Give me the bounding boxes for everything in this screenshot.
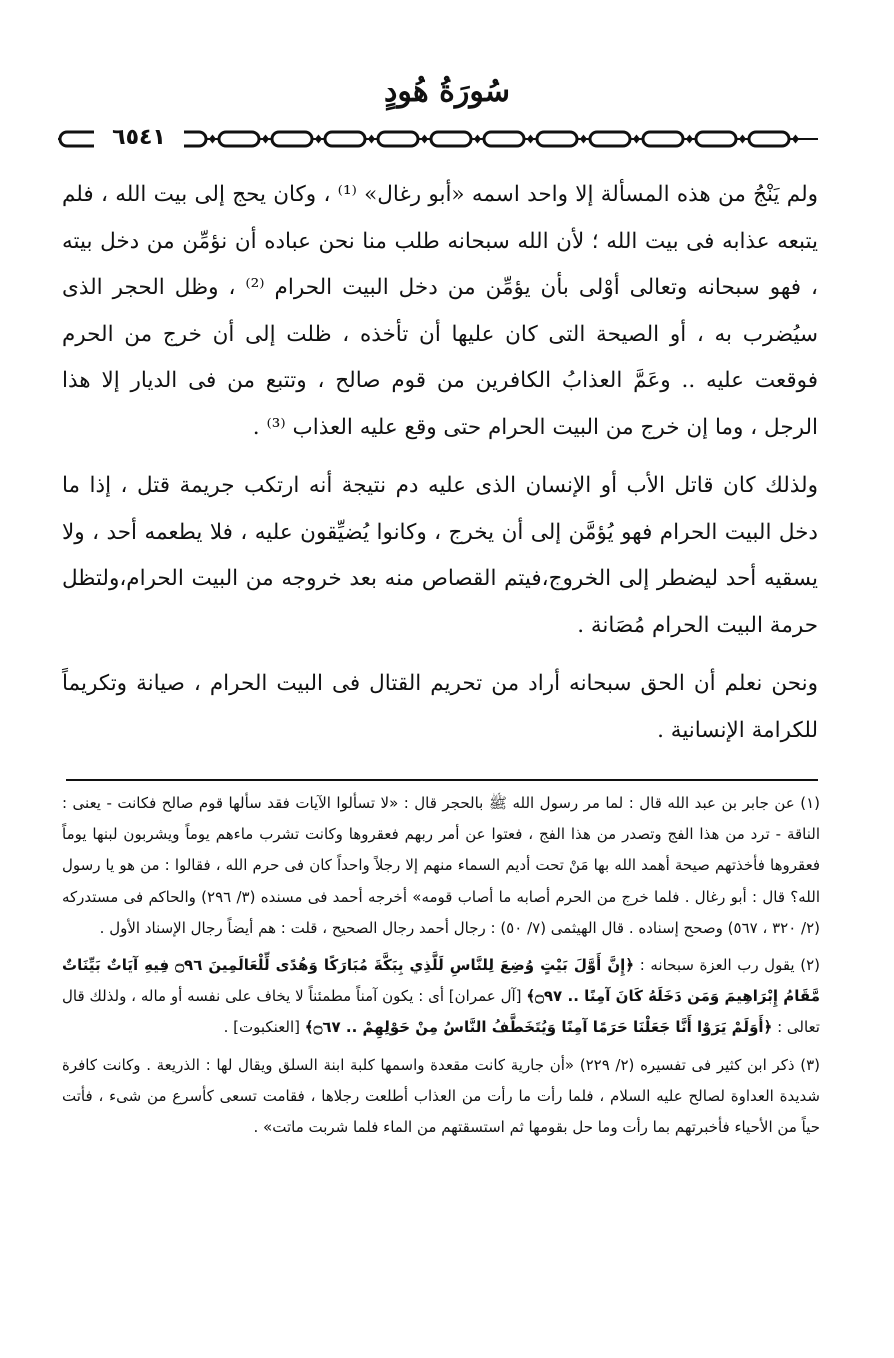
- chain-diamond: [421, 135, 428, 144]
- paragraph: ولم يَنْجُ من هذه المسألة إلا واحد اسمه «أبو رغال» ⁽¹⁾ ، وكان يحج إلى بيت الله ، فلم يتبعه عذابه فى بيت الله ؛ لأن الله سبحانه طلب منا نحن عباده أن نؤمِّن من دخل بيته ، فهو سبحانه وتعالى أوْلى بأن يؤمِّن من دخل البيت الحرام ⁽²⁾ ، وظل الحجر الذى سيُضرب به ، أو الصيحة التى كان عليها أن تأخذه ، ظلت إلى أن خرج من الحرم فوقعت عليه .. وعَمَّ العذابُ الكافرين من قوم صالح ، وتتبع من فى الديار إلا هذا الرجل ، وما إن خرج من البيت الحرام حتى وقع عليه العذاب ⁽³⁾ .: [62, 182, 818, 440]
- footnote-text: يقول رب العزة سبحانه :: [639, 956, 795, 975]
- footnote-1: [62, 788, 820, 944]
- chain-link: [325, 132, 365, 146]
- chain-link: [643, 132, 683, 146]
- chain-link: [431, 132, 471, 146]
- quran-verse: ﴿إِنَّ أَوَّلَ بَيْتٍ وُضِعَ لِلنَّاسِ لَلَّذِي بِبَكَّةَ مُبَارَكًا وَهُدًى لِّلْعَالَمِينَ ۝٩٦ فِيهِ آيَاتٌ بَيِّنَاتٌ مَّقَامُ إِبْرَاهِيمَ وَمَن دَخَلَهُ كَانَ آمِنًا .. ۝٩٧﴾: [62, 956, 820, 1006]
- chain-link: [272, 132, 312, 146]
- chain-diamond: [209, 135, 216, 144]
- footnote-number: (١): [800, 794, 820, 812]
- chain-diamond: [686, 135, 693, 144]
- footnote-number: (٣): [800, 1055, 820, 1074]
- chain-link: [590, 132, 630, 146]
- paragraph: ولذلك كان قاتل الأب أو الإنسان الذى عليه دم نتيجة أنه ارتكب جريمة قتل ، إذا ما دخل البيت الحرام فهو يُؤمَّن إلى أن يخرج ، وكانوا يُضيِّقون عليه ، فلا يطعمه أحد ، ولا يسقيه أحد ليضطر إلى الخروج،فيتم القصاص منه بعد خروجه من البيت الحرام،ولتظل حرمة البيت الحرام مُصَانة .: [62, 473, 818, 638]
- footnote-separator: [66, 779, 818, 781]
- chain-link: [696, 132, 736, 146]
- chain-diamond: [580, 135, 587, 144]
- chain-link: [378, 132, 418, 146]
- footnote-number: (٢): [800, 956, 820, 975]
- footnote-text: ذكر ابن كثير فى تفسيره (٢/ ٢٢٩) «أن جارية كانت مقعدة واسمها كلبة ابنة السلق ويقال لها : الذريعة . وكانت كافرة شديدة العداوة لصالح عليه السلام ، فلما رأت ما رأت من العذاب أطلعت رجلاها ، فقامت تسعى كأسرع من شىء ، فأتت حياً من الأحياء فأخبرتهم بما رأت وما حل بقومها ثم استسقتهم من الماء فلما شربت ماتت» .: [62, 1055, 820, 1137]
- paragraph: ونحن نعلم أن الحق سبحانه أراد من تحريم القتال فى البيت الحرام ، صيانة وتكريماً للكرامة الإنسانية .: [62, 671, 818, 743]
- chain-link: [484, 132, 524, 146]
- page-number: ٦٥٤١: [94, 123, 184, 153]
- footnote-source: [العنكبوت] .: [223, 1018, 301, 1037]
- surah-title: سُورَةُ هُودٍ: [384, 74, 510, 109]
- chain-diamond: [262, 135, 269, 144]
- chain-diamond: [633, 135, 640, 144]
- chain-diamond: [792, 135, 799, 144]
- chain-link: [219, 132, 259, 146]
- chain-diamond: [474, 135, 481, 144]
- chain-diamond: [739, 135, 746, 144]
- footnotes: [62, 788, 820, 1143]
- footnote-3: [62, 1050, 820, 1144]
- chain-diamond: [527, 135, 534, 144]
- footnote-text: عن جابر بن عبد الله قال : لما مر رسول الله ﷺ بالحجر قال : «لا تسألوا الآيات فقد سألها قوم صالح فكانت - يعنى : الناقة - ترد من هذا الفج وتصدر من هذا الفج ، فعتوا عن أمر ربهم فعقروها وكانت تشرب ماءهم يوماً ويشربون لبنها يوماً فعقروها فأخذتهم صيحة أهمد الله بها مَنْ تحت أديم السماء منهم إلا رجلاً واحداً كان فى حرم الله ، فقالوا : من هو يا رسول الله؟ قال : أبو رغال . فلما خرج من الحرم أصابه ما أصاب قومه» أخرجه أحمد فى مسنده (٣/ ٢٩٦) والحاكم فى مستدركه (٢/ ٣٢٠ ، ٥٦٧) وصحح إسناده . قال الهيثمى (٧/ ٥٠) : رجال أحمد رجال الصحيح ، قلت : هم أيضاً رجال الإسناد الأول .: [62, 794, 821, 937]
- footnote-2: [62, 950, 820, 1044]
- chain-link: [537, 132, 577, 146]
- quran-verse: ﴿أَوَلَمْ يَرَوْا أَنَّا جَعَلْنَا حَرَمًا آمِنًا وَيُتَخَطَّفُ النَّاسُ مِنْ حَوْلِهِمْ .. ۝٦٧﴾: [304, 1018, 773, 1037]
- chain-diamond: [368, 135, 375, 144]
- main-text: [62, 172, 818, 754]
- footnote-text: [آل عمران] أى : يكون آمناً مطمئناً لا يخاف على نفسه أو ماله ، ولذلك قال تعالى :: [62, 987, 820, 1037]
- chain-link: [749, 132, 789, 146]
- chain-diamond: [315, 135, 322, 144]
